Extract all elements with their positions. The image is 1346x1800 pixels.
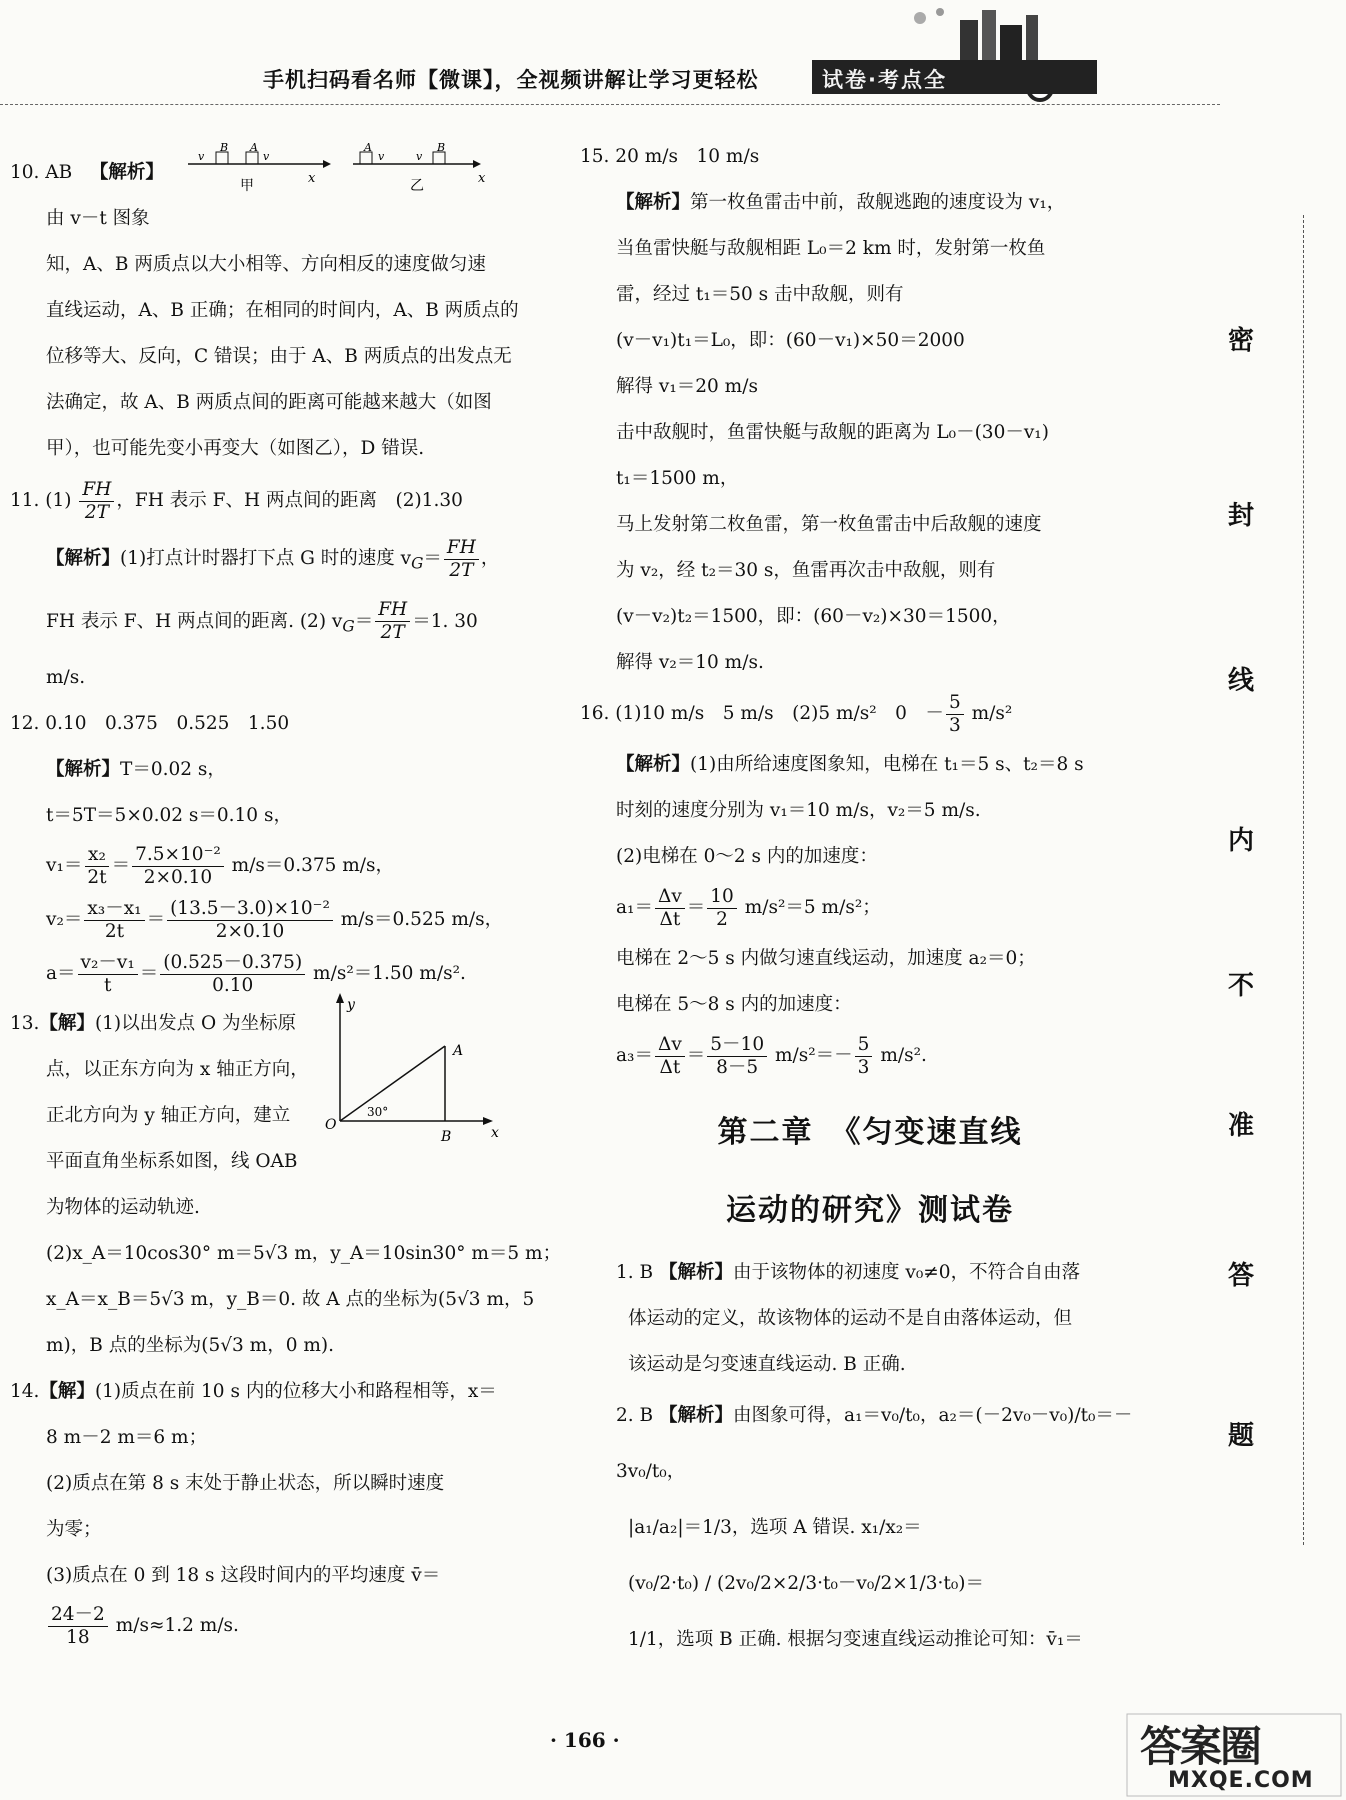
sidebar-char-4: 内	[1227, 826, 1254, 856]
sidebar-char-3: 线	[1227, 666, 1254, 696]
chapter-title-line-1: 第二章 《匀变速直线	[717, 1115, 1023, 1150]
page-number: · 166 ·	[550, 1728, 620, 1752]
q15-text-2: 当鱼雷快艇与敌舰相距 L₀＝2 km 时，发射第一枚鱼	[616, 238, 1046, 259]
q10-text-1: 由 v－t 图象	[46, 208, 150, 229]
question-11	[10, 472, 570, 530]
c1-text-3: 该运动是匀变速直线运动. B 正确.	[628, 1354, 906, 1375]
sidebar-char-5: 不	[1227, 971, 1254, 1001]
q16-text-4: 电梯在 2～5 s 内做匀速直线运动，加速度 a₂＝0；	[616, 948, 1036, 969]
c1-text-2: 体运动的定义，故该物体的运动不是自由落体运动，但	[628, 1308, 1073, 1329]
q15-text-10: (v－v₂)t₂＝1500，即：(60－v₂)×30＝1500，	[616, 606, 1011, 627]
svg-text:v: v	[416, 150, 423, 163]
svg-text:B: B	[220, 141, 229, 154]
q14-text-5: (3)质点在 0 到 18 s 这段时间内的平均速度 v̄＝	[46, 1565, 441, 1587]
q10-text-2: 知，A、B 两质点以大小相等、方向相反的速度做匀速	[46, 254, 486, 275]
q16-a3: a₃＝ $\frac{\Delta v}{\Delta t}$ ＝ $\frac{5-10}{8-5}$ m/s²＝－ $\frac{5}{3}$ m/s².	[616, 1033, 927, 1078]
q13-coordinate-figure	[315, 991, 515, 1146]
chapter-question-2: 2. B 【解析】由图象可得，a₁＝v₀/t₀，a₂＝(－2v₀－v₀)/t₀＝－3v₀/t₀，	[616, 1405, 1133, 1482]
q15-text-9: 为 v₂，经 t₂＝30 s，鱼雷再次击中敌舰，则有	[616, 560, 996, 581]
q11-answer: ，FH 表示 F、H 两点间的距离 (2)1.30	[116, 490, 463, 511]
q12-exp-2: t＝5T＝5×0.02 s＝0.10 s，	[46, 805, 292, 827]
sidebar-char-7: 答	[1227, 1261, 1254, 1291]
q12-a: a＝ $\frac{\text{v₂－v₁}}{t}$ ＝ $\frac{(0.525-0.375)}{0.10}$ m/s²＝1.50 m/s².	[46, 951, 466, 996]
svg-text:A: A	[364, 141, 372, 154]
sealing-line-sidebar	[1215, 215, 1335, 1545]
sidebar-char-2: 封	[1227, 501, 1254, 531]
q10-answer: 10. AB	[10, 162, 73, 183]
q11-fraction: $\frac{FH}{2T}$	[79, 479, 114, 524]
chapter-question-1: 1. B 【解析】由于该物体的初速度 v₀≠0，不符合自由落	[616, 1262, 1081, 1283]
svg-text:v: v	[263, 150, 270, 163]
left-column	[10, 141, 570, 1653]
q11-exp-2: FH 表示 F、H 两点间的距离. (2) $v_G=$ $\frac{FH}{2T}$ ＝1. 30	[46, 599, 478, 644]
q13-text-7: x_A＝x_B＝5√3 m，y_B＝0. 故 A 点的坐标为(5√3 m，5	[46, 1289, 535, 1311]
q15-text-11: 解得 v₂＝10 m/s.	[616, 652, 764, 673]
sidebar-char-1: 密	[1227, 326, 1254, 356]
q12-v1: v₁＝ $\frac{\text{x₂}}{2t}$ ＝ $\frac{\text{7.5×10⁻²}}{2\times 0.10}$ m/s＝0.375 m/s，	[46, 843, 395, 888]
series-badge: 试卷·考点全	[812, 60, 1097, 94]
svg-text:v: v	[198, 150, 205, 163]
q15-text-5: 解得 v₁＝20 m/s	[616, 376, 758, 397]
q12-exp-1: 【解析】T＝0.02 s，	[46, 759, 226, 781]
q13-point-b: B	[441, 1129, 452, 1146]
q15-text-6: 击中敌舰时，鱼雷快艇与敌舰的距离为 L₀－(30－v₁)	[616, 422, 1049, 443]
q15-text-4: (v－v₁)t₁＝L₀，即：(60－v₁)×50＝2000	[616, 330, 965, 351]
q14-text-4: 为零；	[46, 1519, 102, 1541]
c2-text-4: 1/1，选项 B 正确. 根据匀变速直线运动推论可知：v̄₁＝	[628, 1629, 1083, 1650]
question-14: 14.【解】(1)质点在前 10 s 内的位移大小和路程相等，x＝	[10, 1381, 497, 1403]
q10-tag: 【解析】	[89, 162, 164, 183]
svg-text:x: x	[478, 171, 486, 186]
q16-text-5: 电梯在 5～8 s 内的加速度：	[616, 994, 852, 1015]
svg-text:x: x	[308, 171, 316, 186]
q11-exp-1: 【解析】(1)打点计时器打下点 G 时的速度 $v_G=$ $\frac{FH}{2T}$ ，	[46, 536, 500, 581]
c2-text-3: (v₀/2·t₀) / (2v₀/2×2/3·t₀－v₀/2×1/3·t₀)＝	[628, 1573, 984, 1594]
q15-text-8: 马上发射第二枚鱼雷，第一枚鱼雷击中后敌舰的速度	[616, 514, 1042, 535]
q15-text-7: t₁＝1500 m，	[616, 468, 739, 489]
q10-caption-a: 甲	[240, 178, 254, 194]
svg-text:v: v	[378, 150, 385, 163]
q13-text-8: m)，B 点的坐标为(5√3 m，0 m).	[46, 1335, 334, 1357]
q10-text-4: 位移等大、反向，C 错误；由于 A、B 两质点的出发点无	[46, 346, 512, 367]
q14-text-3: (2)质点在第 8 s 末处于静止状态，所以瞬时速度	[46, 1473, 445, 1495]
q15-text-3: 雷，经过 t₁＝50 s 击中敌舰，则有	[616, 284, 904, 305]
q13-axis-y: y	[347, 997, 355, 1014]
q13-origin: O	[325, 1117, 337, 1134]
q10-caption-b: 乙	[410, 178, 424, 194]
header-slogan: 手机扫码看名师【微课】，全视频讲解让学习更轻松	[263, 68, 759, 92]
q10-text-6: 甲），也可能先变小再变大（如图乙），D 错误.	[46, 438, 425, 459]
header-divider	[0, 104, 1220, 105]
q13-angle: 30°	[367, 1105, 389, 1120]
sidebar-char-8: 题	[1227, 1421, 1254, 1451]
q16-a1: a₁＝ $\frac{\Delta v}{\Delta t}$ ＝ $\frac{10}{2}$ m/s²＝5 m/s²；	[616, 885, 881, 930]
q10-text-5: 法确定，故 A、B 两质点间的距离可能越来越大（如图	[46, 392, 492, 413]
q16-text-3: (2)电梯在 0～2 s 内的加速度：	[616, 846, 878, 867]
q13-point-a: A	[453, 1043, 464, 1060]
svg-text:B: B	[437, 141, 446, 154]
chapter-title-line-2: 运动的研究》测试卷	[726, 1193, 1014, 1228]
question-15: 15. 20 m/s 10 m/s	[580, 146, 760, 167]
sealing-dashed-line	[1303, 215, 1304, 1545]
sidebar-char-6: 准	[1227, 1111, 1254, 1141]
q16-text-1: 【解析】(1)由所给速度图象知，电梯在 t₁＝5 s、t₂＝8 s	[616, 754, 1084, 775]
question-10	[10, 141, 570, 196]
watermark-url: MXQE.COM	[1168, 1768, 1314, 1793]
q11-label: 11. (1)	[10, 490, 72, 511]
q10-text-3: 直线运动，A、B 正确；在相同的时间内，A、B 两质点的	[46, 300, 519, 321]
question-13: 13.【解】(1)以出发点 O 为坐标原 点，以正东方向为 x 轴正方向， 正北方向为 y 轴正方向，建立 平面直角坐标系如图，线 OAB 为物体的运动轨迹. y x O A B 30°	[10, 1001, 570, 1231]
q11-exp-3: m/s.	[46, 667, 86, 689]
page-header	[0, 0, 1346, 110]
q10-figure	[188, 142, 518, 196]
question-16: 16. (1)10 m/s 5 m/s (2)5 m/s² 0 － $\frac{5}{3}$ m/s²	[580, 691, 1013, 736]
q13-text-6: (2)x_A＝10cos30° m＝5√3 m，y_A＝10sin30° m＝5 m；	[46, 1243, 562, 1265]
q13-axis-x: x	[491, 1125, 499, 1142]
q14-text-2: 8 m－2 m＝6 m；	[46, 1427, 208, 1449]
q14-text-6: $\frac{24-2}{18}$ m/s≈1.2 m/s.	[10, 1599, 570, 1653]
q16-text-2: 时刻的速度分别为 v₁＝10 m/s，v₂＝5 m/s.	[616, 800, 981, 821]
c2-text-2: |a₁/a₂|＝1/3，选项 A 错误. x₁/x₂＝	[628, 1517, 922, 1538]
question-12: 12. 0.10 0.375 0.525 1.50	[10, 713, 290, 735]
q15-text-1: 【解析】第一枚鱼雷击中前，敌舰逃跑的速度设为 v₁，	[616, 192, 1066, 213]
watermark-title: 答案圈	[1140, 1722, 1261, 1771]
right-column	[580, 134, 1160, 1668]
q12-v2: v₂＝ $\frac{\text{x₃－x₁}}{2t}$ ＝ $\frac{\text{(13.5－3.0)×10⁻²}}{2\times 0.10}$ m/s＝0.525 m/s，	[46, 897, 504, 942]
svg-text:A: A	[250, 141, 258, 154]
